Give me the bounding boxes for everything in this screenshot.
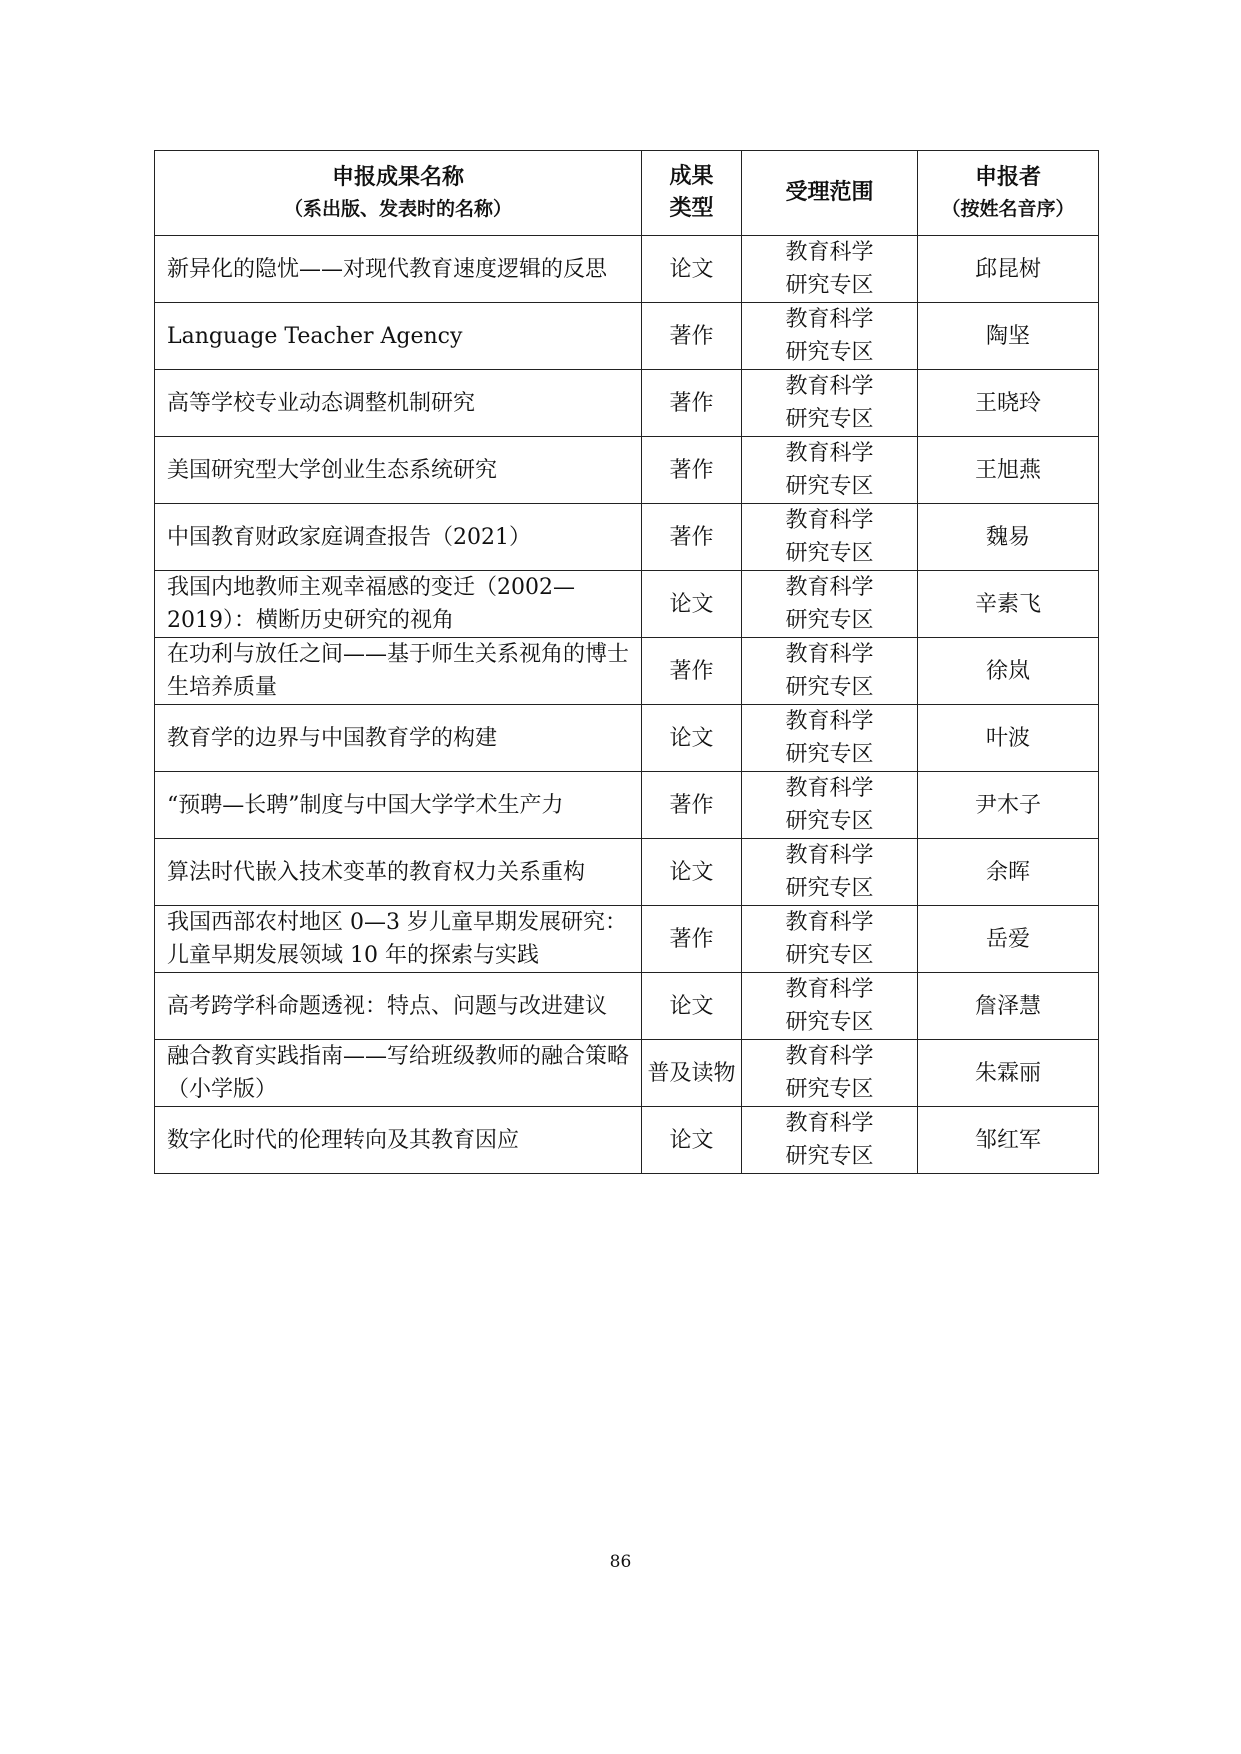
scope-line: 教育科学 <box>785 575 874 600</box>
scope-line: 教育科学 <box>785 977 874 1002</box>
scope-line: 研究专区 <box>785 809 874 834</box>
header-author <box>918 151 1099 236</box>
acceptance-scope <box>742 638 918 705</box>
acceptance-scope <box>742 1040 918 1107</box>
acceptance-scope <box>742 1107 918 1174</box>
achievement-type: 著作 <box>642 303 742 370</box>
acceptance-scope <box>742 303 918 370</box>
applicant-name: 朱霖丽 <box>918 1040 1099 1107</box>
achievement-title: 算法时代嵌入技术变革的教育权力关系重构 <box>155 839 642 906</box>
scope-line: 研究专区 <box>785 340 874 365</box>
achievement-type: 论文 <box>642 705 742 772</box>
header-title-main: 申报成果名称 <box>331 165 464 190</box>
achievement-title: “预聘—长聘”制度与中国大学学术生产力 <box>155 772 642 839</box>
achievement-title: Language Teacher Agency <box>155 303 642 370</box>
scope-line: 教育科学 <box>785 441 874 466</box>
scope-line: 研究专区 <box>785 876 874 901</box>
table-row <box>155 973 1099 1040</box>
acceptance-scope <box>742 772 918 839</box>
scope-line: 教育科学 <box>785 843 874 868</box>
scope-line: 研究专区 <box>785 474 874 499</box>
achievement-title: 我国内地教师主观幸福感的变迁（2002—2019）：横断历史研究的视角 <box>155 571 642 638</box>
table-row <box>155 638 1099 705</box>
scope-line: 研究专区 <box>785 675 874 700</box>
table-row <box>155 705 1099 772</box>
scope-line: 教育科学 <box>785 374 874 399</box>
applicant-name: 辛素飞 <box>918 571 1099 638</box>
scope-line: 教育科学 <box>785 776 874 801</box>
table-row <box>155 906 1099 973</box>
table-row <box>155 504 1099 571</box>
achievement-title: 我国西部农村地区 0—3 岁儿童早期发展研究：儿童早期发展领域 10 年的探索与实践 <box>155 906 642 973</box>
scope-line: 研究专区 <box>785 742 874 767</box>
scope-line: 研究专区 <box>785 407 874 432</box>
table-row <box>155 839 1099 906</box>
achievement-type: 论文 <box>642 839 742 906</box>
header-title <box>155 151 642 236</box>
scope-line: 研究专区 <box>785 1144 874 1169</box>
applicant-name: 邹红军 <box>918 1107 1099 1174</box>
header-type <box>642 151 742 236</box>
scope-line: 教育科学 <box>785 709 874 734</box>
table-body <box>155 236 1099 1174</box>
table-header-row <box>155 151 1099 236</box>
header-type-line2: 类型 <box>669 196 714 221</box>
scope-line: 研究专区 <box>785 943 874 968</box>
acceptance-scope <box>742 973 918 1040</box>
acceptance-scope <box>742 370 918 437</box>
achievement-type: 著作 <box>642 638 742 705</box>
achievement-type: 著作 <box>642 370 742 437</box>
achievement-title: 新异化的隐忧——对现代教育速度逻辑的反思 <box>155 236 642 303</box>
table-row <box>155 370 1099 437</box>
achievement-type: 著作 <box>642 437 742 504</box>
achievement-type: 论文 <box>642 571 742 638</box>
acceptance-scope <box>742 571 918 638</box>
scope-line: 研究专区 <box>785 1077 874 1102</box>
scope-line: 教育科学 <box>785 910 874 935</box>
applicant-name: 陶坚 <box>918 303 1099 370</box>
table-row <box>155 772 1099 839</box>
acceptance-scope <box>742 504 918 571</box>
scope-line: 教育科学 <box>785 508 874 533</box>
table-row <box>155 1040 1099 1107</box>
achievement-title: 高等学校专业动态调整机制研究 <box>155 370 642 437</box>
page-number: 86 <box>609 1552 632 1572</box>
scope-line: 教育科学 <box>785 1111 874 1136</box>
applicant-name: 岳爱 <box>918 906 1099 973</box>
applicant-name: 魏易 <box>918 504 1099 571</box>
scope-line: 研究专区 <box>785 541 874 566</box>
achievement-type: 论文 <box>642 236 742 303</box>
scope-line: 研究专区 <box>785 1010 874 1035</box>
achievement-title: 在功利与放任之间——基于师生关系视角的博士生培养质量 <box>155 638 642 705</box>
table-row <box>155 303 1099 370</box>
scope-line: 教育科学 <box>785 240 874 265</box>
achievement-type: 论文 <box>642 1107 742 1174</box>
achievement-title: 融合教育实践指南——写给班级教师的融合策略（小学版） <box>155 1040 642 1107</box>
table-row <box>155 236 1099 303</box>
scope-line: 教育科学 <box>785 642 874 667</box>
applicant-name: 王晓玲 <box>918 370 1099 437</box>
header-type-line1: 成果 <box>669 164 714 189</box>
table-row <box>155 571 1099 638</box>
achievement-type: 普及读物 <box>642 1040 742 1107</box>
header-author-note: （按姓名音序） <box>941 198 1075 220</box>
applicant-name: 徐岚 <box>918 638 1099 705</box>
achievement-type: 著作 <box>642 906 742 973</box>
achievement-title: 中国教育财政家庭调查报告（2021） <box>155 504 642 571</box>
header-title-note: （系出版、发表时的名称） <box>283 198 512 220</box>
acceptance-scope <box>742 906 918 973</box>
awards-table <box>154 150 1099 1174</box>
achievement-title: 教育学的边界与中国教育学的构建 <box>155 705 642 772</box>
scope-line: 研究专区 <box>785 608 874 633</box>
applicant-name: 邱昆树 <box>918 236 1099 303</box>
applicant-name: 余晖 <box>918 839 1099 906</box>
scope-line: 教育科学 <box>785 307 874 332</box>
achievement-type: 著作 <box>642 504 742 571</box>
achievement-title: 数字化时代的伦理转向及其教育因应 <box>155 1107 642 1174</box>
achievement-type: 论文 <box>642 973 742 1040</box>
applicant-name: 詹泽慧 <box>918 973 1099 1040</box>
achievement-title: 高考跨学科命题透视：特点、问题与改进建议 <box>155 973 642 1040</box>
applicant-name: 尹木子 <box>918 772 1099 839</box>
acceptance-scope <box>742 236 918 303</box>
acceptance-scope <box>742 437 918 504</box>
applicant-name: 王旭燕 <box>918 437 1099 504</box>
scope-line: 教育科学 <box>785 1044 874 1069</box>
table-row <box>155 437 1099 504</box>
header-author-main: 申报者 <box>974 165 1041 190</box>
acceptance-scope <box>742 705 918 772</box>
header-scope: 受理范围 <box>742 151 918 236</box>
scope-line: 研究专区 <box>785 273 874 298</box>
applicant-name: 叶波 <box>918 705 1099 772</box>
achievement-type: 著作 <box>642 772 742 839</box>
table-row <box>155 1107 1099 1174</box>
achievement-title: 美国研究型大学创业生态系统研究 <box>155 437 642 504</box>
acceptance-scope <box>742 839 918 906</box>
